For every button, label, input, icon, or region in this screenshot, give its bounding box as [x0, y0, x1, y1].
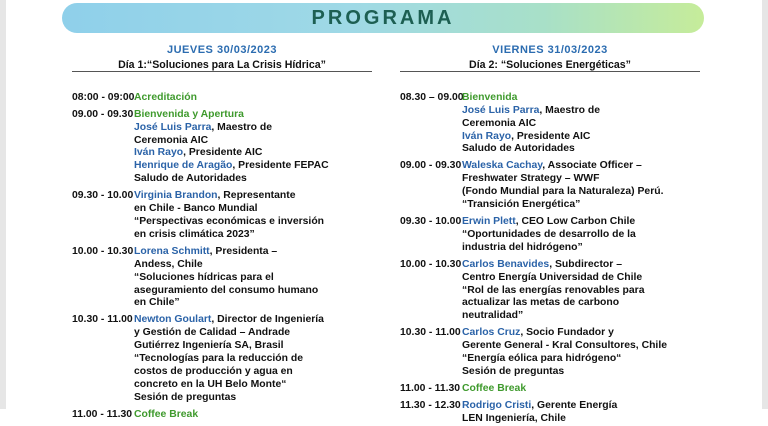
entry-line — [134, 409, 372, 422]
entry-text: (Fondo Mundial para la Naturaleza) Perú. — [462, 186, 664, 198]
entry-line — [134, 340, 372, 353]
session-label: Acreditación — [134, 91, 197, 103]
entry-text: “Energía eólica para hidrógeno“ — [462, 353, 622, 365]
schedule-entry — [400, 400, 700, 426]
schedule-entry — [72, 409, 372, 422]
speaker-name: Virginia Brandon — [134, 190, 218, 202]
speaker-name: Rodrigo Cristi — [462, 399, 532, 411]
entry-text: , Presidente AIC — [183, 147, 263, 159]
entry-line — [462, 310, 700, 323]
speaker-name: Erwin Plett — [462, 215, 516, 227]
entry-text: LEN Ingeniería, Chile — [462, 412, 566, 424]
entry-time: 08.30 – 09.00 — [400, 91, 464, 103]
speaker-name: Carlos Benavides — [462, 258, 550, 270]
speaker-name: Iván Rayo — [462, 130, 512, 142]
entry-time: 10.00 - 10.30 — [400, 258, 462, 270]
entry-line — [134, 353, 372, 366]
schedule-entry — [400, 383, 700, 396]
entry-text: Ceremonia AIC — [462, 117, 537, 129]
session-label: Bienvenida y Apertura — [134, 108, 244, 120]
entry-body — [134, 246, 372, 311]
speaker-name: Carlos Cruz — [462, 327, 521, 339]
entry-text: Gutiérrez Ingeniería SA, Brasil — [134, 340, 284, 352]
entry-line — [462, 400, 700, 413]
entry-time: 11.00 - 11.30 — [400, 382, 461, 394]
entry-line — [134, 160, 372, 173]
entry-line — [462, 353, 700, 366]
entry-text: “Transición Energética” — [462, 199, 581, 211]
page-frame-left — [0, 0, 6, 409]
entry-line — [134, 314, 372, 327]
entry-text: , Socio Fundador y — [520, 327, 614, 339]
entry-line — [134, 92, 372, 105]
speaker-name: Henrique de Aragão — [134, 160, 233, 172]
entry-text: , Representante — [217, 190, 296, 202]
entry-line — [462, 285, 700, 298]
entry-text: actualizar las metas de carbono — [462, 297, 620, 309]
entry-line — [462, 413, 700, 426]
speaker-name: Iván Rayo — [134, 147, 184, 159]
speaker-name: José Luis Parra — [462, 104, 540, 116]
schedule-entry — [400, 259, 700, 324]
entry-text: Freshwater Strategy – WWF — [462, 173, 600, 185]
entry-text: , Maestro de — [211, 121, 273, 133]
schedule-entry — [400, 92, 700, 157]
entry-line — [134, 135, 372, 148]
entry-text: , Associate Officer – — [542, 160, 642, 172]
entry-text: Saludo de Autoridades — [134, 173, 247, 185]
day1-divider — [72, 71, 372, 72]
day1-schedule — [72, 92, 372, 422]
entry-body — [134, 190, 372, 242]
entry-line — [462, 105, 700, 118]
entry-line — [134, 190, 372, 203]
page-frame-right — [762, 0, 768, 409]
day1-column — [72, 44, 372, 422]
entry-time: 11.30 - 12.30 — [400, 399, 461, 411]
entry-line — [134, 379, 372, 392]
entry-text: “Oportunidades de desarrollo de la — [462, 228, 636, 240]
entry-line — [462, 272, 700, 285]
entry-text: “Perspectivas económicas e inversión — [134, 215, 325, 227]
entry-line — [462, 383, 700, 396]
entry-line — [462, 242, 700, 255]
entry-line — [134, 173, 372, 186]
entry-text: Andess, Chile — [134, 258, 203, 270]
schedule-entry — [400, 216, 700, 255]
entry-text: , CEO Low Carbon Chile — [515, 215, 636, 227]
schedule-entry — [72, 109, 372, 186]
entry-time: 10.30 - 11.00 — [72, 314, 133, 326]
entry-line — [462, 297, 700, 310]
speaker-name: Lorena Schmitt — [134, 245, 210, 257]
schedule-entry — [72, 314, 372, 404]
entry-text: , Presidente AIC — [511, 130, 591, 142]
entry-line — [462, 366, 700, 379]
entry-text: , Director de Ingeniería — [211, 314, 324, 326]
entry-line — [462, 186, 700, 199]
entry-text: , Presidenta – — [209, 245, 278, 257]
entry-text: en crisis climática 2023” — [134, 228, 255, 240]
speaker-name: Newton Goulart — [134, 314, 212, 326]
day2-date: VIERNES 31/03/2023 — [492, 44, 608, 56]
entry-text: costos de producción y agua en — [134, 365, 293, 377]
entry-text: “Soluciones hídricas para el — [134, 271, 274, 283]
entry-body — [462, 383, 700, 396]
entry-text: “Rol de las energías renovables para — [462, 284, 645, 296]
entry-line — [462, 143, 700, 156]
schedule-entry — [72, 246, 372, 311]
entry-text: , Maestro de — [539, 104, 601, 116]
day2-schedule — [400, 92, 700, 426]
day2-subtitle: Día 2: “Soluciones Energéticas” — [469, 58, 631, 71]
entry-time: 11.00 - 11.30 — [72, 408, 133, 420]
entry-text: industria del hidrógeno” — [462, 241, 583, 253]
day2-column — [400, 44, 700, 426]
entry-text: “Tecnologías para la reducción de — [134, 353, 303, 365]
entry-text: Sesión de preguntas — [134, 391, 237, 403]
entry-body — [462, 259, 700, 324]
entry-line — [134, 216, 372, 229]
entry-line — [134, 297, 372, 310]
speaker-name: Waleska Cachay — [462, 160, 543, 172]
entry-line — [134, 147, 372, 160]
entry-text: , Gerente Energía — [531, 399, 618, 411]
day1-date: JUEVES 30/03/2023 — [166, 44, 278, 56]
session-label: Bienvenida — [462, 91, 518, 103]
entry-line — [134, 327, 372, 340]
entry-body — [134, 92, 372, 105]
day2-header — [400, 44, 700, 72]
entry-text: neutralidad” — [462, 310, 524, 322]
entry-line — [462, 259, 700, 272]
day1-header — [72, 44, 372, 72]
entry-line — [134, 259, 372, 272]
entry-line — [462, 173, 700, 186]
entry-body — [462, 92, 700, 157]
entry-line — [462, 160, 700, 173]
entry-time: 10.00 - 10.30 — [72, 245, 134, 257]
entry-line — [134, 285, 372, 298]
entry-time: 09.00 - 09.30 — [72, 108, 134, 120]
entry-text: aseguramiento del consumo humano — [134, 284, 319, 296]
entry-time: 10.30 - 11.00 — [400, 327, 461, 339]
entry-line — [462, 199, 700, 212]
session-label: Coffee Break — [462, 382, 527, 394]
entry-body — [134, 109, 372, 186]
entry-body — [462, 400, 700, 426]
entry-line — [134, 109, 372, 122]
entry-time: 08:00 - 09:00 — [72, 91, 135, 103]
entry-text: en Chile - Banco Mundial — [134, 203, 258, 215]
entry-time: 09.30 - 10.00 — [400, 215, 462, 227]
entry-line — [134, 246, 372, 259]
entry-time: 09.30 - 10.00 — [72, 190, 134, 202]
entry-line — [134, 366, 372, 379]
schedule-entry — [72, 190, 372, 242]
entry-text: Sesión de preguntas — [462, 365, 565, 377]
entry-text: y Gestión de Calidad – Andrade — [134, 327, 291, 339]
entry-text: Centro Energía Universidad de Chile — [462, 271, 643, 283]
entry-line — [462, 229, 700, 242]
entry-text: en Chile” — [134, 297, 180, 309]
entry-line — [134, 122, 372, 135]
entry-text: concreto en la UH Belo Monte“ — [134, 378, 287, 390]
entry-text: , Subdirector – — [549, 258, 622, 270]
entry-line — [134, 203, 372, 216]
day2-divider — [400, 71, 700, 72]
entry-time: 09.00 - 09.30 — [400, 160, 462, 172]
schedule-entry — [72, 92, 372, 105]
entry-line — [134, 229, 372, 242]
entry-line — [462, 340, 700, 353]
entry-line — [462, 118, 700, 131]
entry-text: Saludo de Autoridades — [462, 143, 575, 155]
entry-body — [462, 327, 700, 379]
entry-text: , Presidente FEPAC — [232, 160, 329, 172]
entry-body — [134, 409, 372, 422]
entry-line — [134, 272, 372, 285]
program-banner — [62, 3, 704, 33]
entry-body — [462, 160, 700, 212]
schedule-entry — [400, 327, 700, 379]
entry-line — [462, 92, 700, 105]
entry-line — [134, 392, 372, 405]
schedule-entry — [400, 160, 700, 212]
program-title: PROGRAMA — [311, 6, 455, 29]
entry-body — [462, 216, 700, 255]
entry-line — [462, 216, 700, 229]
session-label: Coffee Break — [134, 408, 199, 420]
entry-line — [462, 131, 700, 144]
entry-text: Gerente General - Kral Consultores, Chile — [462, 340, 667, 352]
entry-body — [134, 314, 372, 404]
entry-line — [462, 327, 700, 340]
speaker-name: José Luis Parra — [134, 121, 212, 133]
entry-text: Ceremonia AIC — [134, 134, 209, 146]
day1-subtitle: Día 1:“Soluciones para La Crisis Hídrica” — [118, 58, 326, 71]
